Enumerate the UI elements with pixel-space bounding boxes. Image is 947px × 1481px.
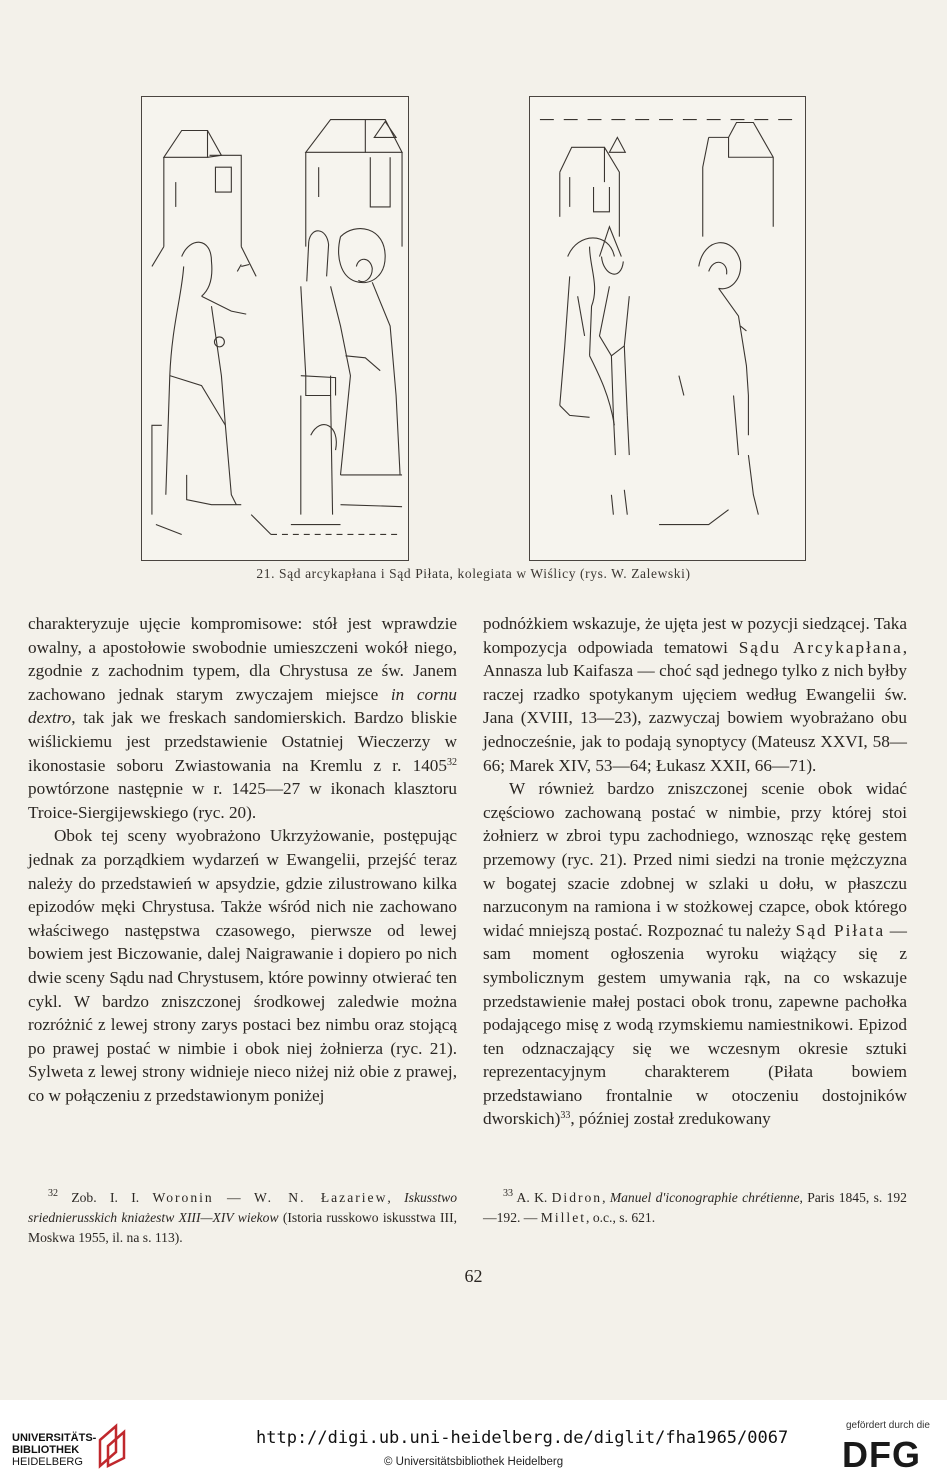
library-logo-text[interactable] bbox=[12, 1432, 96, 1468]
right-paragraph-2 bbox=[483, 777, 907, 1131]
drawing-left-panel bbox=[141, 96, 409, 561]
author-name: W. N. Łazariew bbox=[253, 1190, 388, 1205]
text: charakteryzuje ujęcie kompromisowe: stół jest wprawdzie owalny, a apostołowie swobodnie umieszczeni wokół niego, zgodnie z zachodnim typem, dla Chrystusa ze św. Janem zachowano jednak starym zwyczajem miejsce bbox=[28, 614, 457, 704]
footnote-ref-32[interactable]: 32 bbox=[447, 756, 457, 768]
author-name: Woronin bbox=[152, 1190, 214, 1205]
author-name: Millet bbox=[540, 1210, 587, 1225]
figure-21 bbox=[141, 96, 806, 561]
right-paragraph-1 bbox=[483, 612, 907, 777]
page-number: 62 bbox=[464, 1266, 483, 1286]
footnote-number: 32 bbox=[48, 1188, 58, 1199]
figure-caption: 21. Sąd arcykapłana i Sąd Piłata, kolegiata w Wiślicy (rys. W. Zalewski) bbox=[256, 566, 691, 581]
left-paragraph-1 bbox=[28, 612, 457, 824]
text: , o.c., s. 621. bbox=[586, 1210, 656, 1225]
text: , bbox=[387, 1190, 405, 1205]
text: , Annasza lub Kaifasza — choć sąd jednego tylko z nich byłby raczej rzadko spotykanym ujęciem według Ewangelii św. Jana (XVIII, 13—23), zazwyczaj bowiem wyobrażano obu jednocześnie, jak to podają synoptycy (Mateusz XXVI, 58—66; Marek XIV, 53—64; Łukasz XXII, 66—71). bbox=[483, 637, 908, 775]
library-logo-icon bbox=[96, 1422, 132, 1470]
left-paragraph-2: Obok tej sceny wyobrażono Ukrzyżowanie, postępując jednak za porządkiem wydarzeń w Ewangelii, przejść teraz należy do przedstawień w apsydzie, gdzie zilustrowano kilka epizodów męki Chrystusa. Także wśród nich nie zachowano właściwego następstwa czasowego, pierwsze od lewej bowiem jest Biczowanie, dalej Naigrawanie i dopiero po nich dwie sceny Sądu nad Chrystusem, które powinny otwierać ten cykl. W bardzo zniszczonej środkowej zaledwie można rozróżnić z lewej strony zarys postaci bez nimbu oraz stojącą po prawej postać w nimbie i obok niej żołnierza (ryc. 21). Sylweta z lewej strony widnieje nieco niżej niż obie z prawej, co w połączeniu z przedstawionym poniżej bbox=[28, 826, 457, 1105]
work-title: Manuel d'iconographie chrétienne bbox=[609, 1190, 800, 1205]
footnote-ref-33[interactable]: 33 bbox=[560, 1110, 571, 1122]
library-line-3: HEIDELBERG bbox=[12, 1456, 83, 1468]
text: , bbox=[602, 1190, 610, 1205]
text: W również bardzo zniszczonej scenie obok widać częściowo zachowaną postać w nimbie, przy której stoi żołnierz w zbroi typu zachodniego, wznosząc rękę gestem przemowy (ryc. 21). Przed nimi siedzi na tronie mężczyzna w bogatej szacie zdobnej w szlaki u dołu, w płaszczu narzuconym na ramiona i w stożkowej czapce, obok którego widać mniejszą postać. Rozpoznać tu należy bbox=[483, 779, 907, 940]
footnote-33 bbox=[483, 1188, 907, 1228]
text: (Istoria russkowo iskusstwa III, Moskwa 1955, il. na s. 113). bbox=[28, 1210, 458, 1245]
text: Zob. I. I. bbox=[58, 1190, 153, 1205]
right-text-column bbox=[483, 612, 907, 1131]
italic-phrase: in cornu dextro bbox=[28, 684, 457, 728]
library-line-2: BIBLIOTHEK bbox=[12, 1444, 80, 1456]
dfg-logo[interactable]: DFG bbox=[842, 1434, 921, 1475]
footnote-33-text bbox=[483, 1188, 907, 1228]
text: podnóżkiem wskazuje, że ujęta jest w pozycji siedzącej. Taka kompozycja odpowiada tematowi bbox=[483, 614, 907, 657]
text: powtórzone następnie w r. 1425—27 w ikonach klasztoru Troice-Siergijewskiego (ryc. 20). bbox=[28, 779, 457, 822]
footnote-number: 33 bbox=[503, 1188, 513, 1199]
footnote-32-text bbox=[28, 1188, 457, 1248]
drawing-sad-pilata bbox=[530, 97, 805, 560]
footnote-32 bbox=[28, 1188, 457, 1248]
author-name: Didron bbox=[551, 1190, 603, 1205]
copyright-notice: © Universitätsbibliothek Heidelberg bbox=[384, 1456, 564, 1468]
text: , później został zredukowany bbox=[570, 1109, 771, 1129]
left-text-column bbox=[28, 612, 457, 1107]
permalink-url[interactable]: http://digi.ub.uni-heidelberg.de/diglit/fha1965/0067 bbox=[256, 1428, 789, 1448]
spaced-term: Sąd Piłata bbox=[795, 920, 886, 940]
drawing-sad-arcykaplana bbox=[142, 97, 408, 560]
work-title: Iskusstwo sriednierusskich kniażestw XIII—XIV wiekow bbox=[28, 1190, 458, 1225]
drawing-right-panel bbox=[529, 96, 806, 561]
library-line-1: UNIVERSITÄTS- bbox=[12, 1432, 97, 1444]
text: — sam moment ogłoszenia wyroku wiążący się z symbolicznym gestem umywania rąk, na co wskazuje przedstawienie małej postaci obok tronu, zapewne pachołka podającego misę z wodą rzymskiemu namiestnikowi. Epizod ten odznaczający się we wczesnym okresie sztuki reprezentacyjnym charakterem (Piłata bowiem przedstawiano frontalnie w otoczeniu dostojników dworskich) bbox=[483, 920, 907, 1129]
text: , Paris 1845, s. 192—192. — bbox=[483, 1190, 907, 1225]
text: , tak jak we freskach sandomierskich. Bardzo bliskie wiślickiemu jest przedstawienie Ostatniej Wieczerzy w ikonostasie soboru Zwiastowania na Kremlu z r. 1405 bbox=[28, 708, 457, 775]
text: — bbox=[213, 1190, 254, 1205]
text: A. K. bbox=[513, 1190, 552, 1205]
spaced-term: Sądu Arcykapłana bbox=[738, 637, 903, 657]
funding-label: gefördert durch die bbox=[846, 1420, 930, 1431]
